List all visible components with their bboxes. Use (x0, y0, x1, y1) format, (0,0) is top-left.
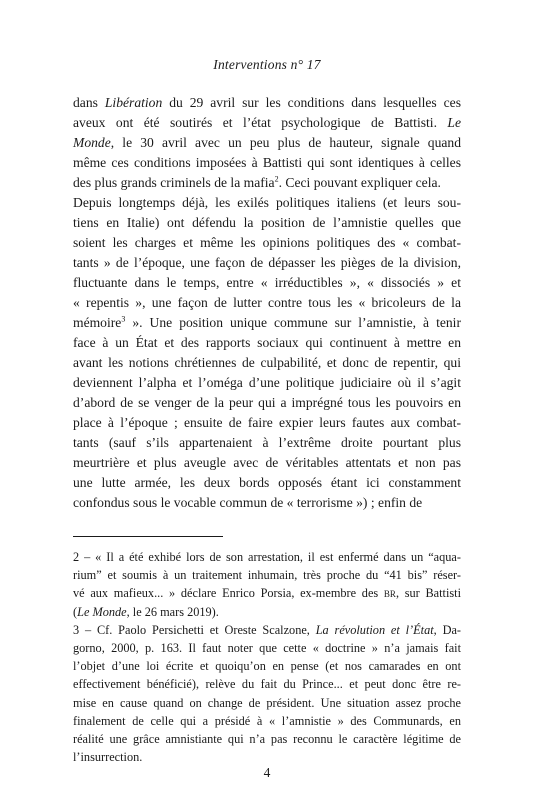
page-number-text: 4 (263, 765, 271, 780)
text-line: mise en cause quand on change de président. Une situation assez proche (73, 695, 461, 710)
text-line: rium” et soumis à un traitement inhumain, très proche du “41 bis” réser- (73, 568, 461, 583)
text-line: meurtrière et plus aveugle avec de véritables attentats et non pas (73, 455, 461, 470)
paragraph (73, 193, 461, 513)
main-text (73, 93, 461, 513)
text-line: mémoire$^3$ ». Une position unique commune sur l’amnistie, à tenir (73, 314, 461, 330)
text-line: deviennent l’alpha et l’oméga d’une politique judiciaire où il s’agit (73, 375, 461, 390)
text-line: une lutte armée, les deux bords opposés étant ici constamment (73, 475, 461, 490)
text-line: 2 – « Il a été exhibé lors de son arrestation, il est enfermé dans un “aqua- (73, 550, 461, 564)
text-line: finalement de celle qui a présidé à « l’amnistie » des Communards, en (73, 713, 461, 728)
text-line: soient les charges et même les opinions politiques des « combat- (73, 235, 461, 250)
footnote-separator (73, 536, 223, 537)
text-line: des plus grands criminels de la mafia$^2$. Ceci pouvant expliquer cela. (73, 174, 441, 190)
text-line: 3 – Cf. Paolo Persichetti et Oreste Scalzone, La révolution et l’État, Da- (73, 622, 462, 637)
text-line: fluctuante dans le temps, entre « irréductibles », « dissociés » et (73, 275, 461, 290)
text-line: même ces conditions imposées à Battisti qui sont identiques à celles (73, 155, 461, 170)
text-line: « repentis », une façon de lutter contre tous les « bricoleurs de la (73, 295, 461, 310)
text-line: l’objet d’une loi écrite et quoiqu’on en pense (et nos camarades en ont (73, 659, 461, 674)
text-line: avant les notions chrétiennes de culpabilité, et donc de repentir, qui (73, 355, 461, 370)
text-line: dans Libération du 29 avril sur les conditions dans lesquelles ces (73, 95, 461, 110)
text-line: réalité une grâce amnistiante qui n’a pas reconnu le caractère légitime de (73, 731, 461, 746)
text-line: confondus sous le vocable commun de « terrorisme ») ; enfin de (73, 495, 423, 510)
text-line: aveux ont été soutirés et l’état psychologique de Battisti. Le (73, 115, 461, 130)
header-text: Interventions n° 17 (213, 57, 321, 72)
text-line: (Le Monde, le 26 mars 2019). (73, 604, 219, 619)
text-line: tants (sauf s’ils appartenaient à l’extrême droite pourtant plus (73, 435, 461, 450)
text-line: place à l’époque ; ensuite de faire expier leurs fautes aux combat- (73, 415, 461, 430)
text-line: gorno, 2000, p. 163. Il faut noter que cette « doctrine » n’a jamais fait (73, 640, 461, 655)
text-line: effectivement bénéficié), relève du fait du Prince... et peut donc être re- (73, 677, 461, 692)
text-line: l’insurrection. (73, 750, 143, 765)
footnote-3 (73, 621, 461, 767)
running-header (0, 57, 534, 73)
page-number (0, 765, 534, 781)
text-line: tants » de l’époque, une façon de dépasser les pièges de la division, (73, 255, 461, 270)
paragraph (73, 93, 461, 193)
text-line: d’abord de se venger de la peur qui a imprégné tous les pouvoirs en (73, 395, 461, 410)
text-line: tiens en Italie) ont défendu la position de l’amnistie quelles que (73, 215, 461, 230)
text-line: vé aux mafieux... » déclare Enrico Porsia, ex-membre des br, sur Battisti (73, 586, 461, 601)
footnote-2 (73, 548, 461, 621)
footnotes (73, 548, 461, 766)
text-line: Monde, le 30 avril avec un peu plus de hauteur, signale quand (73, 135, 461, 150)
text-line: face à un État et des rapports sociaux qui continuent à mettre en (73, 335, 461, 350)
text-line: Depuis longtemps déjà, les exilés politiques italiens (et leurs sou- (73, 195, 461, 210)
